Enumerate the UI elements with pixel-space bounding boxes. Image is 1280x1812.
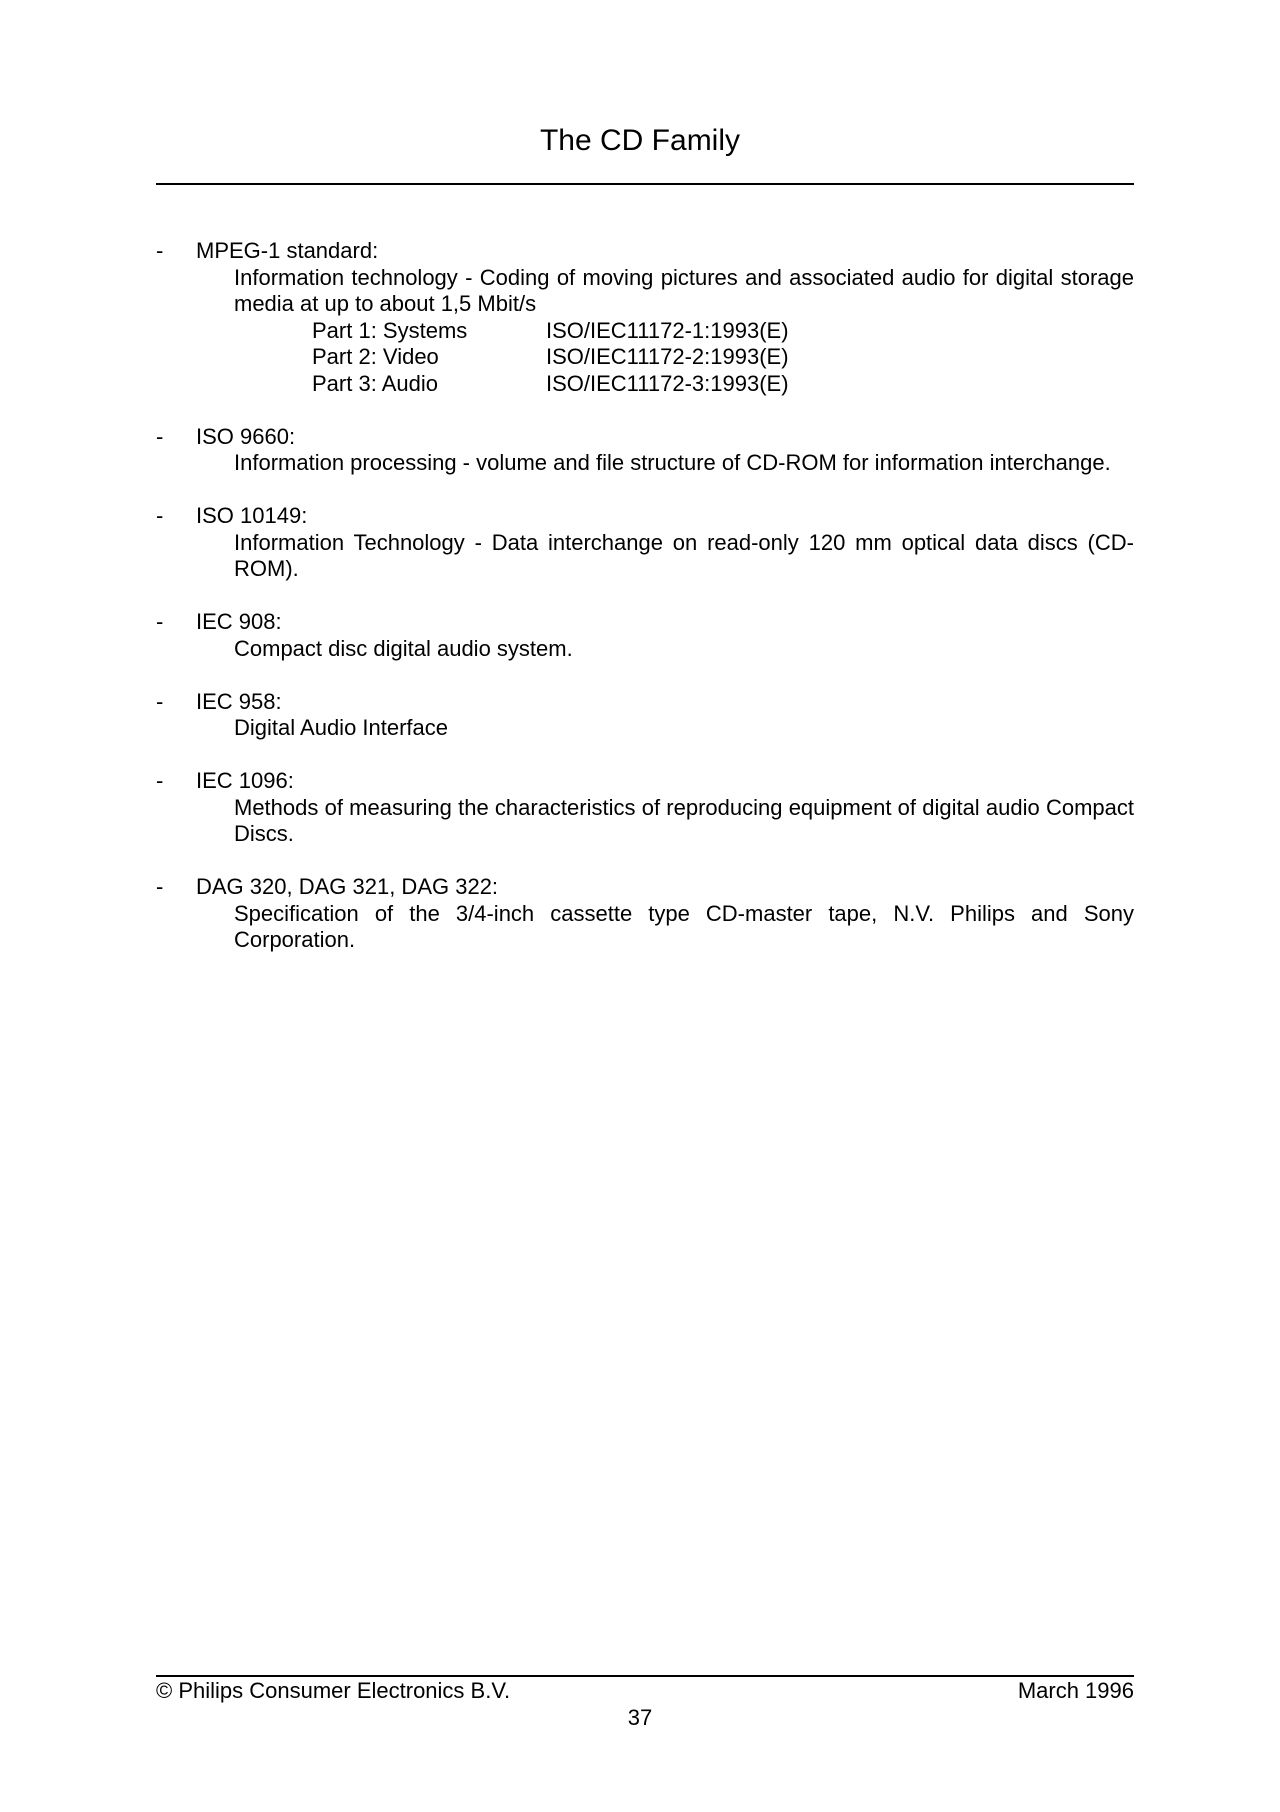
list-item — [156, 768, 1134, 848]
list-dash: - — [156, 768, 164, 793]
entry-description: Compact disc digital audio system. — [234, 635, 573, 661]
part-name: Part 3: Audio — [312, 370, 438, 396]
list-dash: - — [156, 874, 164, 899]
footer-date: March 1996 — [1017, 1678, 1134, 1703]
footer-divider — [156, 1675, 1134, 1677]
entry-title: DAG 320, DAG 321, DAG 322: — [196, 874, 499, 899]
header-divider — [156, 183, 1134, 185]
list-dash: - — [156, 688, 164, 714]
part-name: Part 1: Systems — [312, 317, 468, 343]
part-code: ISO/IEC11172-2:1993(E) — [546, 344, 789, 369]
parts-list — [312, 318, 1134, 398]
list-item — [156, 503, 1134, 583]
entry-description: Methods of measuring the characteristics of reproducing equipment of digital audio Compact Discs. — [234, 794, 1134, 846]
list-dash: - — [156, 423, 164, 449]
entry-description: Digital Audio Interface — [234, 715, 449, 740]
entry-title: IEC 958: — [196, 688, 282, 714]
part-row — [312, 318, 1134, 345]
list-dash: - — [156, 609, 164, 634]
footer-copyright: © Philips Consumer Electronics B.V. — [156, 1678, 511, 1703]
page-number: 37 — [627, 1705, 653, 1730]
list-item — [156, 689, 1134, 742]
part-row — [312, 371, 1134, 398]
list-item — [156, 238, 1134, 397]
entry-title: MPEG-1 standard: — [196, 238, 379, 263]
page-title: The CD Family — [539, 124, 741, 157]
list-item — [156, 609, 1134, 662]
entry-description: Specification of the 3/4-inch cassette type CD-master tape, N.V. Philips and Sony Corporation. — [234, 900, 1134, 952]
entry-title: IEC 1096: — [196, 768, 294, 793]
part-row — [312, 344, 1134, 371]
part-code: ISO/IEC11172-3:1993(E) — [546, 370, 789, 396]
entry-description: Information processing - volume and file structure of CD-ROM for information interchange. — [234, 450, 1111, 475]
list-item — [156, 874, 1134, 954]
part-name: Part 2: Video — [312, 344, 439, 369]
entry-description: Information Technology - Data interchange on read-only 120 mm optical data discs (CD-ROM). — [234, 529, 1134, 581]
entry-description: Information technology - Coding of moving pictures and associated audio for digital storage media at up to about 1,5 Mbit/s — [234, 264, 1134, 316]
entry-title: ISO 10149: — [196, 503, 308, 528]
entry-title: ISO 9660: — [196, 423, 296, 449]
list-dash: - — [156, 503, 164, 528]
part-code: ISO/IEC11172-1:1993(E) — [546, 317, 789, 343]
reference-list — [156, 238, 1134, 980]
list-item — [156, 424, 1134, 477]
entry-title: IEC 908: — [196, 609, 282, 634]
list-dash: - — [156, 238, 164, 263]
